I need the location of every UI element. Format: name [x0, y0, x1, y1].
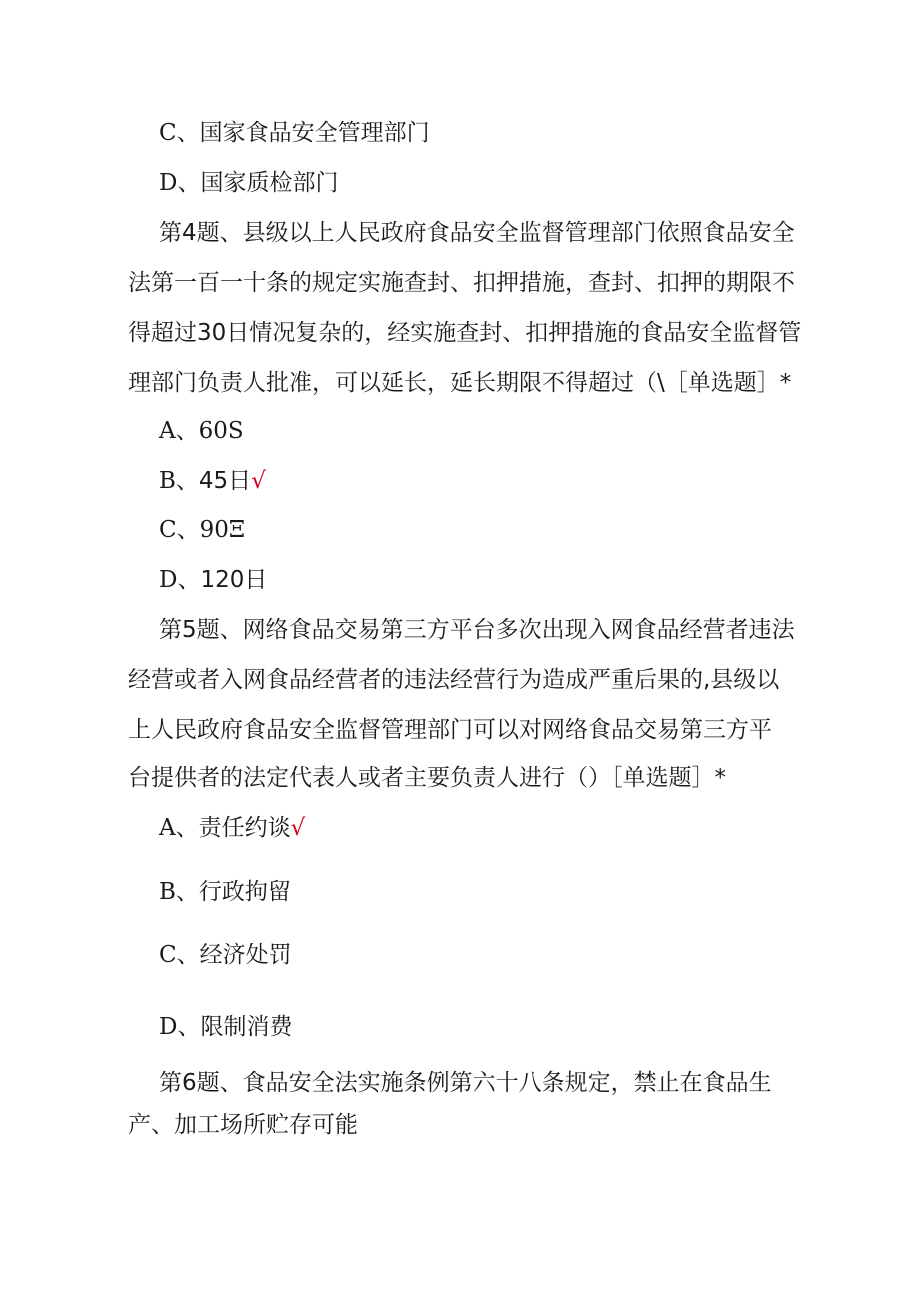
- question-4-line-3: 得超过30日情况复杂的，经实施查封、扣押措施的食品安全监督管: [128, 320, 802, 346]
- option-c-q3: [159, 118, 430, 148]
- option-d-q3: [159, 168, 338, 198]
- question-5-line-2: 经营或者入网食品经营者的违法经营行为造成严重后果的,县级以: [128, 667, 780, 693]
- question-4-line-2: 法第一百一十条的规定实施查封、扣押措施，查封、扣押的期限不: [128, 270, 795, 296]
- question-4-line-1: 第4题、县级以上人民政府食品安全监督管理部门依照食品安全: [159, 220, 795, 246]
- option-c-q4: [159, 515, 245, 545]
- option-d-q5: [159, 1012, 292, 1042]
- question-6-line-1: 第6题、食品安全法实施条例第六十八条规定，禁止在食品生: [159, 1070, 772, 1096]
- option-text: 90Ξ: [199, 517, 246, 543]
- option-text: 60S: [198, 418, 244, 444]
- option-text: 120日: [200, 567, 268, 593]
- option-text: 经济处罚: [199, 942, 292, 968]
- question-4-line-4: 理部门负责人批准，可以延长，延长期限不得超过（\［单选题］*: [128, 370, 792, 396]
- option-b-q5: [159, 877, 291, 907]
- option-text: 45日: [198, 468, 252, 494]
- option-letter: D、: [159, 1014, 201, 1040]
- option-text: 国家食品安全管理部门: [199, 120, 430, 146]
- option-a-q4: [159, 416, 244, 446]
- correct-check-icon: √: [290, 815, 306, 841]
- option-text: 限制消费: [200, 1014, 293, 1040]
- option-letter: D、: [159, 567, 201, 593]
- option-letter: B、: [159, 468, 199, 494]
- option-letter: A、: [159, 418, 199, 444]
- option-letter: C、: [159, 517, 200, 543]
- option-c-q5: [159, 940, 292, 970]
- option-letter: C、: [159, 942, 200, 968]
- question-5-line-3: 上人民政府食品安全监督管理部门可以对网络食品交易第三方平: [128, 717, 772, 743]
- option-b-q4: [159, 466, 266, 496]
- option-letter: D、: [159, 170, 201, 196]
- question-6-line-2: 产、加工场所贮存可能: [128, 1112, 358, 1138]
- option-d-q4: [159, 565, 267, 595]
- question-5-line-1: 第5题、网络食品交易第三方平台多次出现入网食品经营者违法: [159, 617, 795, 643]
- option-text: 行政拘留: [198, 879, 291, 905]
- option-letter: B、: [159, 879, 199, 905]
- option-letter: C、: [159, 120, 200, 146]
- option-a-q5: [159, 813, 305, 843]
- option-text: 国家质检部门: [200, 170, 339, 196]
- question-5-line-4: 台提供者的法定代表人或者主要负责人进行（）［单选题］*: [128, 765, 726, 791]
- option-letter: A、: [159, 815, 199, 841]
- correct-check-icon: √: [251, 468, 266, 494]
- option-text: 责任约谈: [198, 815, 291, 841]
